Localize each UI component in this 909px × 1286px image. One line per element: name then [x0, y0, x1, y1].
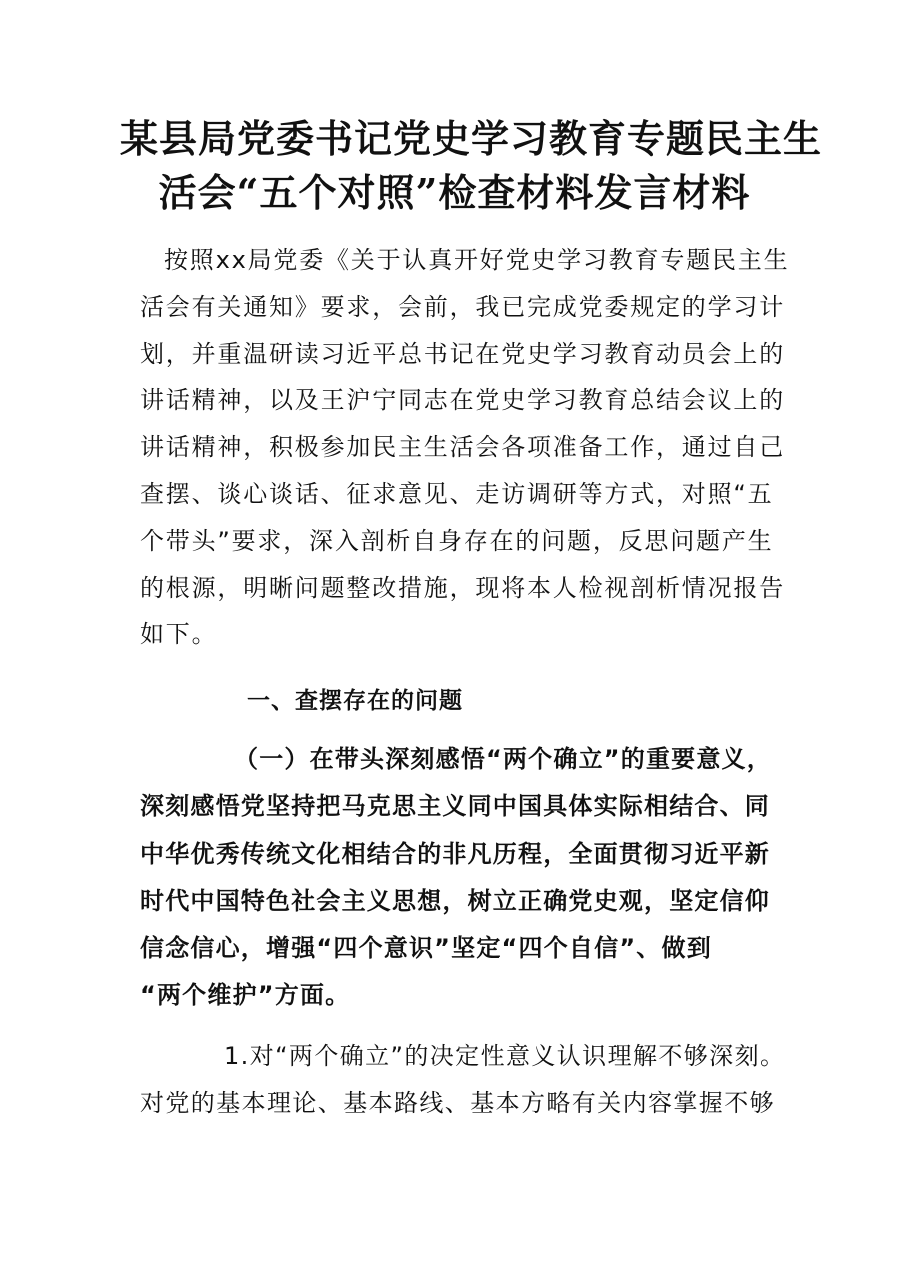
- subsection-line: 中华优秀传统文化相结合的非凡历程，全面贯彻习近平新: [140, 839, 770, 868]
- title-line-1: 某县局党委书记党史学习教育专题民主生: [120, 116, 823, 161]
- title-line-2: 活会“五个对照”检查材料发言材料: [158, 170, 751, 215]
- subsection-line: 信念信心，增强“四个意识”坚定“四个自信”、做到: [140, 934, 712, 963]
- subsection-line: 深刻感悟党坚持把马克思主义同中国具体实际相结合、同: [140, 792, 770, 821]
- intro-line: 讲话精神，以及王沪宁同志在党史学习教育总结会议上的: [140, 386, 785, 415]
- item-paragraph: [140, 1033, 786, 1127]
- intro-line: 如下。: [140, 620, 218, 649]
- item-line: 对党的基本理论、基本路线、基本方略有关内容掌握不够: [140, 1089, 775, 1117]
- intro-line: 的根源，明晰问题整改措施，现将本人检视剖析情况报告: [140, 573, 785, 602]
- intro-line: 查摆、谈心谈话、征求意见、走访调研等方式，对照“五: [140, 479, 774, 508]
- intro-line: 按照xx局党委《关于认真开好党史学习教育专题民主生: [164, 246, 790, 274]
- intro-line: 划，并重温研读习近平总书记在党史学习教育动员会上的: [140, 339, 785, 368]
- intro-paragraph: [140, 237, 790, 658]
- subsection-line: “两个维护”方面。: [140, 981, 351, 1010]
- intro-line: 个带头”要求，深入剖析自身存在的问题，反思问题产生: [140, 526, 774, 555]
- document-title: [120, 112, 823, 220]
- section-heading: 一、查摆存在的问题: [247, 688, 463, 714]
- subsection-line: 时代中国特色社会主义思想，树立正确党史观，坚定信仰: [140, 886, 770, 915]
- subsection-heading: [140, 736, 780, 1020]
- subsection-line: （一）在带头深刻感悟“两个确立”的重要意义，: [234, 745, 772, 773]
- intro-line: 活会有关通知》要求，会前，我已完成党委规定的学习计: [140, 292, 785, 321]
- intro-line: 讲话精神，积极参加民主生活会各项准备工作，通过自己: [140, 433, 785, 462]
- item-line: 1.对“两个确立”的决定性意义认识理解不够深刻。: [224, 1042, 786, 1070]
